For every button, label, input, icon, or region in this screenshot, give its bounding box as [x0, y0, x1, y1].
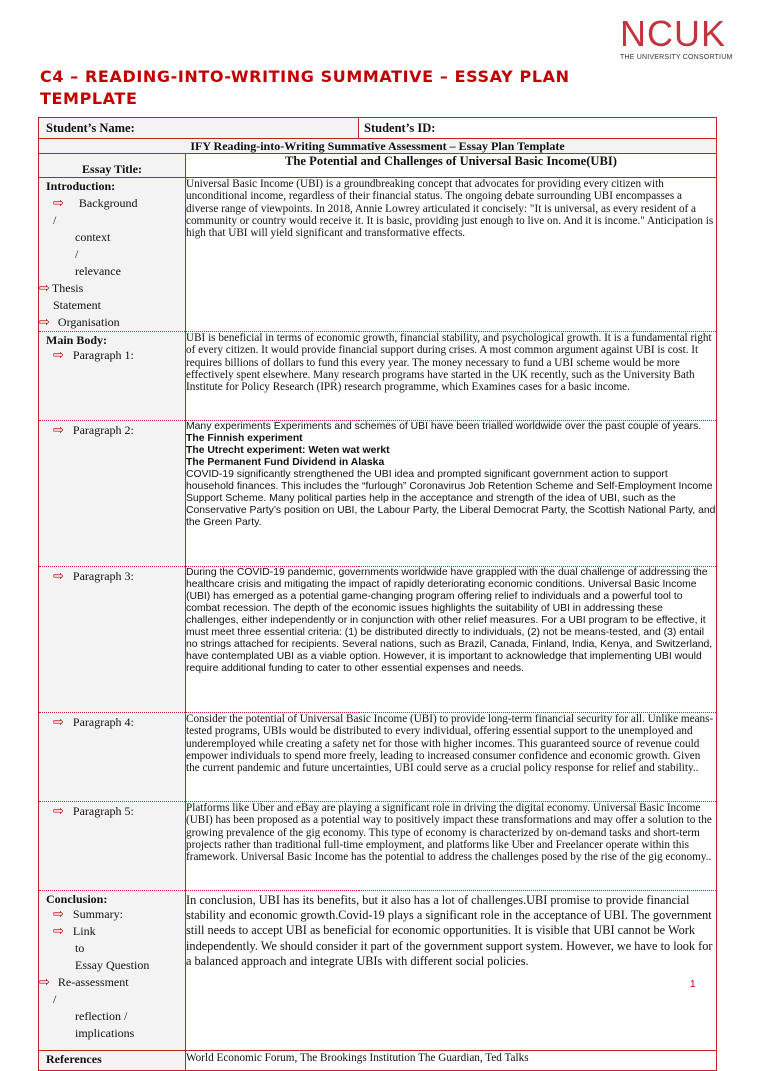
student-name-label: Student’s Name:: [46, 121, 135, 135]
conclusion-item-reassessment: ⇨ Re-assessment: [39, 975, 129, 990]
paragraph-3-text: During the COVID-19 pandemic, governments worldwide have grappled with the dual challenge of addressing the healthcare crisis and mitigating the impact of rapidly deteriorating economic conditions. Universal Basic Income (UBI) has emerged as a potential game-changing program offering relief to individuals and a powerful tool to combat recession. The depth of the economic issues highlights the suitability of UBI in addressing these challenges, either independently or in conjunction with other relief measures. For a UBI program to be effective, it must meet three essential criteria: (1) be distributed directly to individuals, (2) not be means-tested, and (3) entail no strings attached for recipients. Several nations, such as Brazil, Canada, Finland, India, Kenya, and Switzerland, have contemplated UBI as a viable option. However, it is important to acknowledge that implementing UBI would require additional funding to cater to other essential expenses and needs.: [186, 567, 713, 674]
paragraph-1-label-cell: [39, 332, 186, 421]
paragraph-5-text: Platforms like Uber and eBay are playing a significant role in driving the digital economy. Universal Basic Income (UBI) has been proposed as a potential way to positively impact these transformations and may offer a solution to the growing prevalence of the gig economy. This type of economy is characterized by on-demand tasks and short-term projects rather than traditional full-time employment, and platforms like Uber and Freelancer operate within this framework. Universal Basic Income has the potential to address the challenges posed by the rise of the gig economy..: [186, 802, 712, 864]
paragraph-2-label-cell: [39, 421, 186, 567]
intro-item-statement: Statement: [53, 298, 101, 312]
conclusion-text-cell[interactable]: [186, 891, 717, 1051]
paragraph-1-text-cell[interactable]: [186, 332, 717, 421]
conclusion-text: In conclusion, UBI has its benefits, but it also has a lot of challenges.UBI promise to provide financial stability and economic growth.Covid-19 plays a significant role in the acceptance of UBI. The government still needs to accept UBI as beneficial for economic opportunities. It is visible that UBI cannot be Work independently. We should consider it part of the government support system. However, we have to look for a balanced approach and integrate UBIs with different social policies.: [186, 893, 713, 968]
intro-item-thesis: ⇨ Thesis: [39, 281, 84, 296]
essay-title-label: Essay Title:: [82, 162, 142, 176]
conclusion-label: Conclusion:: [46, 892, 108, 906]
paragraph-5-label-cell: [39, 802, 186, 891]
paragraph-5-text-cell[interactable]: [186, 802, 717, 891]
page-number: 1: [690, 979, 696, 990]
arrow-right-icon: ⇨: [39, 975, 50, 990]
ncuk-logo: [620, 13, 740, 61]
conclusion-item-implications: implications: [75, 1026, 135, 1040]
paragraph-4-label: ⇨ Paragraph 4:: [53, 715, 134, 730]
conclusion-label-cell: [39, 891, 186, 1051]
logo-subtitle: THE UNIVERSITY CONSORTIUM: [620, 54, 733, 61]
paragraph-1-label: ⇨ Paragraph 1:: [53, 348, 134, 363]
paragraph-4-text: Consider the potential of Universal Basic Income (UBI) to provide long-term financial security for all. Unlike means-tested programs, UBIs would be distributed to every individual, offering essential support to the unemployed and underemployed while creating a safety net for those with higher incomes. This guaranteed source of revenue could empower individuals to spend more freely, leading to increased consumer confidence and economic growth. Given the current pandemic and future uncertainties, UBI could serve as a crucial policy response for relief and stability..: [186, 713, 714, 775]
essay-title-value: The Potential and Challenges of Universal Basic Income(UBI): [285, 154, 617, 168]
introduction-label-cell: [39, 178, 186, 332]
paragraph-2-intro: Many experiments Experiments and schemes of UBI have been trialled worldwide over the past couple of years.: [186, 421, 702, 432]
paragraph-4-label-cell: [39, 713, 186, 802]
arrow-right-icon: ⇨: [53, 196, 64, 211]
references-label-cell: [39, 1051, 186, 1071]
introduction-text-cell[interactable]: [186, 178, 717, 332]
template-title: IFY Reading-into-Writing Summative Assessment – Essay Plan Template: [190, 139, 565, 153]
conclusion-item-essay-question: Essay Question: [75, 958, 150, 972]
arrow-right-icon: ⇨: [53, 423, 64, 438]
paragraph-3-label-cell: [39, 567, 186, 713]
arrow-right-icon: ⇨: [53, 348, 64, 363]
student-id-cell[interactable]: [359, 118, 717, 139]
paragraph-3-label: ⇨ Paragraph 3:: [53, 569, 134, 584]
intro-item-relevance: relevance: [75, 264, 121, 278]
intro-item-organisation: ⇨ Organisation: [39, 315, 120, 330]
essay-title-label-cell: [39, 154, 186, 178]
paragraph-2-utrecht-experiment: The Utrecht experiment: Weten wat werkt: [186, 445, 390, 456]
document-title: C4 – READING-INTO-WRITING SUMMATIVE – ESSAY PLAN TEMPLATE: [40, 67, 570, 108]
arrow-right-icon: ⇨: [53, 569, 64, 584]
arrow-right-icon: ⇨: [53, 715, 64, 730]
paragraph-1-text: UBI is beneficial in terms of economic growth, financial stability, and psychological growth. It is a fundamental right of every citizen. It would provide financial support during crises. A most common argument against UBI is cost. It requires billions of dollars to fund this every year. The money necessary to fund a UBI scheme would be more effectively spent elsewhere. Many research programs have started in the UK recently, such as the University Bath Institute for Policy Research (IPR) research programme, which Examines cases for a basic income.: [186, 332, 712, 394]
arrow-right-icon: ⇨: [39, 315, 50, 330]
conclusion-item-to: to: [75, 941, 85, 955]
arrow-right-icon: ⇨: [53, 907, 64, 922]
student-id-label: Student’s ID:: [364, 121, 436, 135]
paragraph-2-text-cell[interactable]: [186, 421, 717, 567]
student-name-cell[interactable]: [39, 118, 359, 139]
references-label: References: [46, 1052, 102, 1066]
references-text: World Economic Forum, The Brookings Institution The Guardian, Ted Talks: [186, 1052, 529, 1064]
logo-wordmark: NCUK: [620, 13, 727, 54]
paragraph-5-label: ⇨ Paragraph 5:: [53, 804, 134, 819]
paragraph-2-finnish-experiment: The Finnish experiment: [186, 433, 303, 444]
paragraph-2-alaska-dividend: The Permanent Fund Dividend in Alaska: [186, 457, 385, 468]
intro-item-context: context /: [75, 230, 111, 261]
essay-plan-table: [38, 117, 717, 1071]
paragraph-2-label: ⇨ Paragraph 2:: [53, 423, 134, 438]
introduction-text: Universal Basic Income (UBI) is a groundbreaking concept that advocates for providing every citizen with unconditional income, regardless of their financial status. The ongoing debate surrounding UBI encompasses a diverse range of viewpoints. In 2018, Annie Lowrey articulated it concisely: "It is universal, as every resident of a community or country would receive it. It is basic, providing just enough to live on. And it is income." Anticipation is high that UBI will yield significant and transformative effects.: [186, 178, 714, 240]
arrow-right-icon: ⇨: [39, 281, 50, 296]
conclusion-item-slash: /: [53, 992, 57, 1006]
conclusion-item-reflection: reflection /: [75, 1009, 128, 1023]
arrow-right-icon: ⇨: [53, 804, 64, 819]
references-text-cell[interactable]: [186, 1051, 717, 1071]
conclusion-item-link: ⇨ Link: [53, 924, 96, 939]
conclusion-item-summary: ⇨ Summary:: [53, 907, 123, 922]
arrow-right-icon: ⇨: [53, 924, 64, 939]
introduction-label: Introduction:: [46, 179, 116, 193]
paragraph-2-text: COVID-19 significantly strengthened the UBI idea and prompted significant government action to support household finances. This includes the “furlough” Coronavirus Job Retention Scheme and Self-Employment Income Support Scheme. Many political parties help in the acceptance and strength of the idea of UBI, such as the Conservative Party’s position on UBI, the Labour Party, the Liberal Democrat Party, the Scottish National Party, and the Green Party.: [186, 469, 716, 528]
intro-item-background: ⇨ Background /: [53, 196, 138, 227]
paragraph-4-text-cell[interactable]: [186, 713, 717, 802]
essay-title-value-cell[interactable]: [186, 154, 717, 178]
paragraph-3-text-cell[interactable]: [186, 567, 717, 713]
template-title-cell: [39, 139, 717, 154]
main-body-label: Main Body:: [46, 333, 108, 347]
